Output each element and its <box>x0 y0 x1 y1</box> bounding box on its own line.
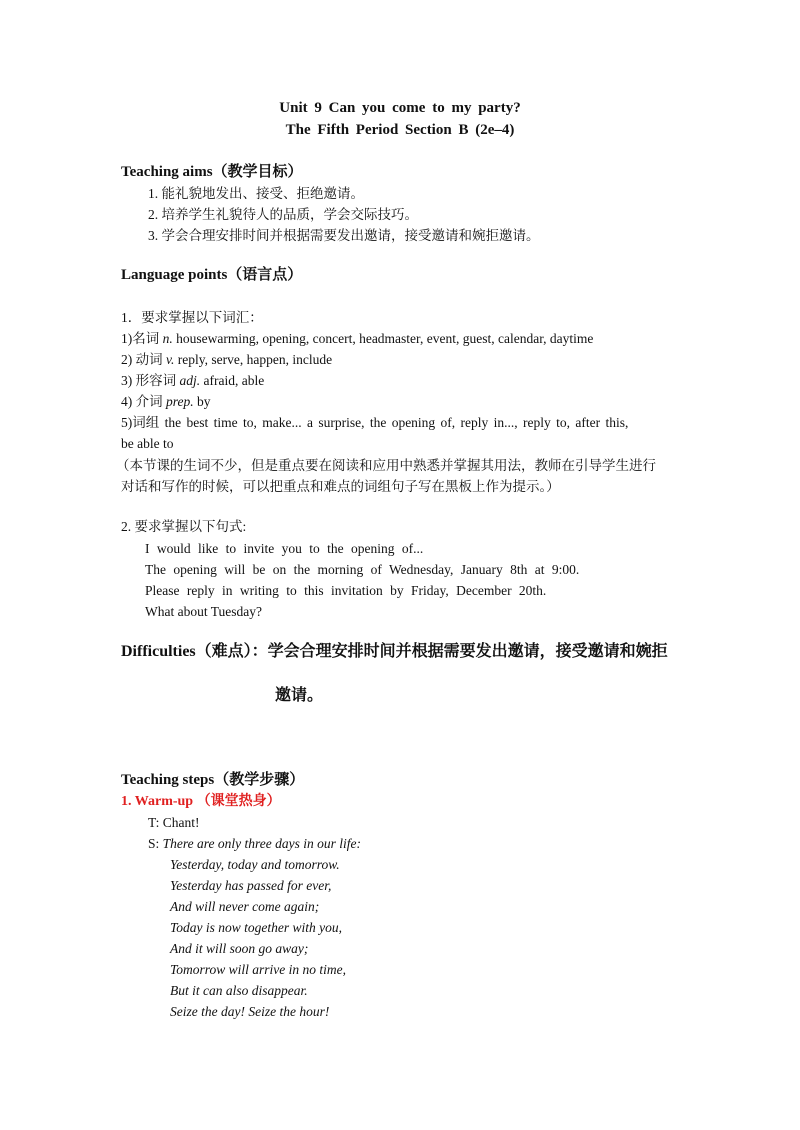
teaching-steps-heading: Teaching steps（教学步骤） <box>121 772 305 788</box>
teaching-aims-heading: Teaching aims（教学目标） <box>121 164 303 180</box>
language-points-heading: Language points（语言点） <box>121 267 303 283</box>
vocab-verbs: 2) 动词 v. reply, serve, happen, include <box>121 352 333 367</box>
vocab-phrases-line-2: be able to <box>121 436 174 451</box>
vocab-phrases-line-1: 5)词组 the best time to, make... a surprise, the opening of, reply in..., reply to, after this, <box>121 415 629 430</box>
title-line-1: Unit 9 Can you come to my party? <box>279 100 521 116</box>
vocab-title: 1．要求掌握以下词汇： <box>121 310 263 325</box>
chant-line-9: Seize the day! Seize the hour! <box>170 1004 330 1019</box>
chant-line-1: There are only three days in our life: <box>162 836 361 851</box>
aim-item-1: 1. 能礼貌地发出、接受、拒绝邀请。 <box>148 186 364 201</box>
sentence-title: 2. 要求掌握以下句式: <box>121 519 247 534</box>
teaching-note-line-2: 对话和写作的时候，可以把重点和难点的词组句子写在黑板上作为提示。） <box>121 479 560 494</box>
chant-line-4: And will never come again; <box>170 899 320 914</box>
teaching-note-line-1: （本节课的生词不少，但是重点要在阅读和应用中熟悉并掌握其用法，教师在引导学生进行 <box>116 458 656 473</box>
sentence-4: What about Tuesday? <box>145 604 262 619</box>
sentence-2: The opening will be on the morning of Wednesday, January 8th at 9:00. <box>145 562 580 577</box>
chant-line-5: Today is now together with you, <box>170 920 343 935</box>
vocab-adjectives: 3) 形容词 adj. afraid, able <box>121 373 265 388</box>
teacher-line: T: Chant! <box>148 815 200 830</box>
difficulties-line-2: 邀请。 <box>275 687 324 704</box>
chant-line-8: But it can also disappear. <box>170 983 308 998</box>
title-line-2: The Fifth Period Section B (2e–4) <box>285 122 515 138</box>
difficulties-line-1: Difficulties（难点）：学会合理安排时间并根据需要发出邀请，接受邀请和婉拒 <box>121 643 668 660</box>
chant-line-2: Yesterday, today and tomorrow. <box>170 857 340 872</box>
chant-line-6: And it will soon go away; <box>170 941 309 956</box>
student-line: S: There are only three days in our life: <box>148 836 361 851</box>
vocab-prepositions: 4) 介词 prep. by <box>121 394 211 409</box>
chant-line-3: Yesterday has passed for ever, <box>170 878 332 893</box>
chant-line-7: Tomorrow will arrive in no time, <box>170 962 347 977</box>
step-1-heading: 1. Warm-up （课堂热身） <box>121 794 281 809</box>
sentence-1: I would like to invite you to the opening of... <box>145 541 424 556</box>
aim-item-3: 3. 学会合理安排时间并根据需要发出邀请，接受邀请和婉拒邀请。 <box>148 228 540 243</box>
sentence-3: Please reply in writing to this invitation by Friday, December 20th. <box>145 583 547 598</box>
vocab-nouns: 1)名词 n. housewarming, opening, concert, headmaster, event, guest, calendar, daytime <box>121 331 594 346</box>
aim-item-2: 2. 培养学生礼貌待人的品质，学会交际技巧。 <box>148 207 418 222</box>
